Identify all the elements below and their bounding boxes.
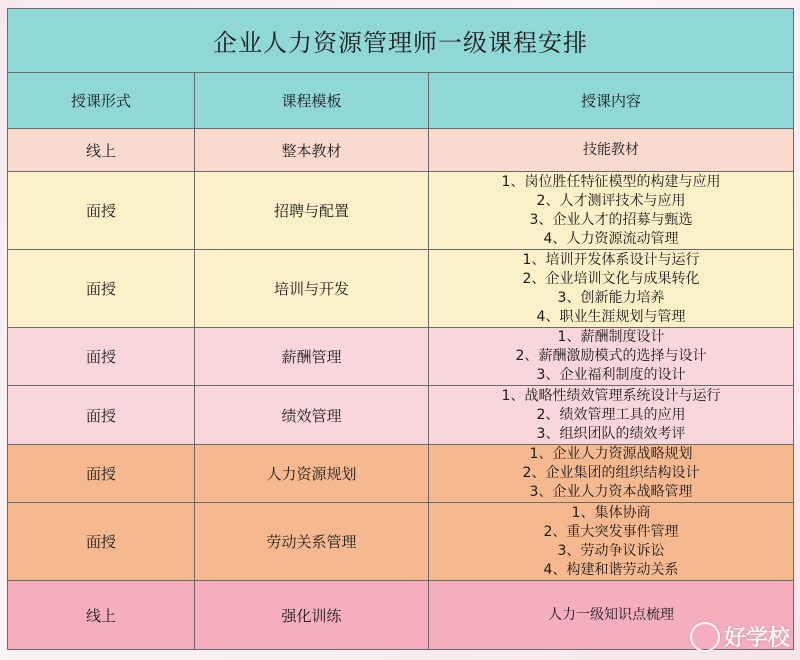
content-item: 2、重大突发事件管理 (543, 523, 679, 540)
cell-content (429, 386, 794, 445)
cell-module: 薪酬管理 (195, 328, 429, 386)
header-content: 授课内容 (429, 73, 794, 129)
content-item: 4、构建和谐劳动关系 (543, 561, 679, 578)
table-row (8, 503, 794, 581)
content-item: 4、人力资源流动管理 (543, 230, 679, 247)
cell-module: 绩效管理 (195, 386, 429, 445)
header-module: 课程模板 (195, 73, 429, 129)
content-item: 1、岗位胜任特征模型的构建与应用 (501, 173, 721, 190)
content-item: 2、绩效管理工具的应用 (536, 406, 686, 423)
content-item: 1、集体协商 (571, 504, 651, 521)
cell-content (429, 503, 794, 581)
content-item: 3、组织团队的绩效考评 (536, 425, 686, 442)
cell-format: 面授 (8, 445, 195, 503)
cell-format: 线上 (8, 129, 195, 172)
content-item: 1、薪酬制度设计 (557, 329, 665, 345)
table-title: 企业人力资源管理师一级课程安排 (8, 9, 794, 73)
header-row (8, 73, 794, 129)
table-row (8, 172, 794, 250)
content-item: 2、企业集团的组织结构设计 (522, 465, 700, 481)
school-logo-icon (690, 622, 720, 652)
table-row (8, 386, 794, 445)
course-schedule-sheet (7, 8, 793, 650)
content-item: 2、人才测评技术与应用 (536, 192, 686, 209)
table-row (8, 250, 794, 328)
watermark (690, 621, 790, 652)
cell-format: 面授 (8, 250, 195, 328)
table-row (8, 445, 794, 503)
cell-module: 招聘与配置 (195, 172, 429, 250)
content-item: 2、企业培训文化与成果转化 (522, 270, 700, 287)
content-item: 技能教材 (583, 141, 639, 158)
content-item: 3、企业福利制度的设计 (536, 367, 686, 383)
cell-module: 整本教材 (195, 129, 429, 172)
content-item: 3、劳动争议诉讼 (557, 542, 665, 559)
cell-content (429, 129, 794, 172)
cell-format: 面授 (8, 172, 195, 250)
course-table (7, 8, 794, 650)
content-item: 4、职业生涯规划与管理 (536, 308, 686, 325)
cell-format: 面授 (8, 503, 195, 581)
content-item: 1、企业人力资源战略规划 (529, 446, 693, 462)
cell-content (429, 445, 794, 503)
watermark-text: 好学校 (723, 626, 790, 651)
table-row (8, 581, 794, 650)
cell-module: 人力资源规划 (195, 445, 429, 503)
cell-format: 面授 (8, 328, 195, 386)
content-item: 人力一级知识点梳理 (548, 606, 674, 623)
content-item: 3、企业人力资本战略管理 (529, 484, 693, 500)
cell-format: 面授 (8, 386, 195, 445)
table-row (8, 129, 794, 172)
content-item: 1、培训开发体系设计与运行 (522, 251, 700, 268)
table-row (8, 328, 794, 386)
cell-module: 培训与开发 (195, 250, 429, 328)
content-item: 3、创新能力培养 (557, 289, 665, 306)
content-item: 2、薪酬激励模式的选择与设计 (515, 348, 707, 364)
cell-content (429, 328, 794, 386)
cell-content (429, 172, 794, 250)
cell-format: 线上 (8, 581, 195, 650)
cell-module: 劳动关系管理 (195, 503, 429, 581)
content-item: 1、战略性绩效管理系统设计与运行 (501, 387, 721, 404)
cell-content (429, 250, 794, 328)
cell-module: 强化训练 (195, 581, 429, 650)
header-format: 授课形式 (8, 73, 195, 129)
content-item: 3、企业人才的招募与甄选 (529, 211, 693, 228)
